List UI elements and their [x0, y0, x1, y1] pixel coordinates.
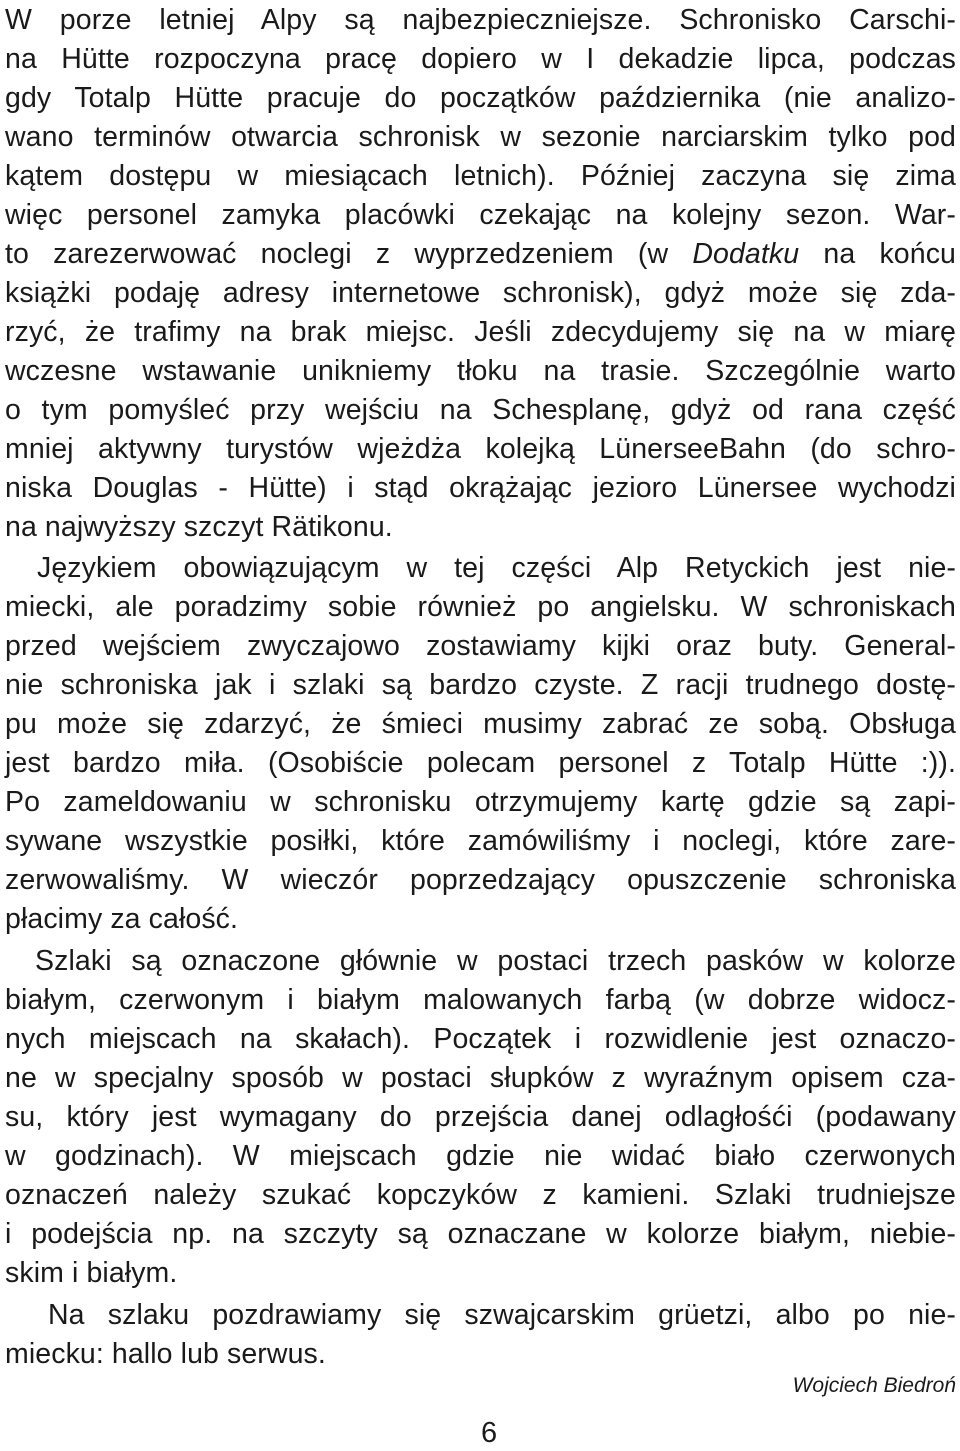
text-line: wano terminów otwarcia schronisk w sezonie narciarskim tylko pod	[5, 121, 956, 153]
text-line-last: skim i białym.	[5, 1257, 178, 1289]
text-line: sywane wszystkie posiłki, które zamówiliśmy i noclegi, które zare-	[5, 825, 956, 857]
text-line: więc personel zamyka placówki czekając na kolejny sezon. War-	[5, 199, 956, 231]
text-line: na Hütte rozpoczyna pracę dopiero w I dekadzie lipca, podczas	[5, 43, 956, 75]
text-line: nie schroniska jak i szlaki są bardzo czyste. Z racji trudnego dostę-	[5, 669, 956, 701]
author-signature: Wojciech Biedroń	[792, 1374, 956, 1397]
text-line: książki podaję adresy internetowe schronisk), gdyż może się zda-	[5, 277, 956, 309]
text-line: gdy Totalp Hütte pracuje do początków października (nie analizo-	[5, 82, 956, 114]
italic-term-dodatku: Dodatku	[692, 238, 800, 270]
text-line: zerwowaliśmy. W wieczór poprzedzający opuszczenie schroniska	[5, 864, 956, 896]
text-line: W porze letniej Alpy są najbezpieczniejsze. Schronisko Carschi-	[5, 4, 956, 36]
text-line: przed wejściem zwyczajowo zostawiamy kijki oraz buty. General-	[5, 630, 956, 662]
text-line: ne w specjalny sposób w postaci słupków z wyraźnym opisem cza-	[5, 1062, 956, 1094]
text-line: rzyć, że trafimy na brak miejsc. Jeśli zdecydujemy się na w miarę	[5, 316, 956, 348]
text-line: su, który jest wymagany do przejścia danej odlagłośći (podawany	[5, 1101, 956, 1133]
text-line-last: na najwyższy szczyt Rätikonu.	[5, 511, 393, 543]
text-line: Szlaki są oznaczone głównie w postaci trzech pasków w kolorze	[35, 945, 956, 977]
text-line: białym, czerwonym i białym malowanych farbą (w dobrze widocz-	[5, 984, 956, 1016]
text-line: mniej aktywny turystów wjeżdża kolejką LünerseeBahn (do schro-	[5, 433, 956, 465]
text-segment: to zarezerwować noclegi z wyprzedzeniem (w	[5, 238, 693, 270]
text-line: pu może się zdarzyć, że śmieci musimy zabrać ze sobą. Obsługa	[5, 708, 956, 740]
text-line: jest bardzo miła. (Osobiście polecam personel z Totalp Hütte :)).	[5, 747, 956, 779]
text-segment: na końcu	[799, 238, 956, 270]
text-line: miecki, ale poradzimy sobie również po angielsku. W schroniskach	[5, 591, 956, 623]
page-number: 6	[481, 1417, 498, 1449]
text-line: w godzinach). W miejscach gdzie nie widać biało czerwonych	[5, 1140, 956, 1172]
text-line: o tym pomyśleć przy wejściu na Schesplanę, gdyż od rana część	[5, 394, 956, 426]
text-line	[5, 235, 956, 273]
text-line: wczesne wstawanie unikniemy tłoku na trasie. Szczególnie warto	[5, 355, 956, 387]
text-line: oznaczeń należy szukać kopczyków z kamieni. Szlaki trudniejsze	[5, 1179, 956, 1211]
text-line: Językiem obowiązującym w tej części Alp Retyckich jest nie-	[37, 552, 956, 584]
text-line: niska Douglas - Hütte) i stąd okrążając jezioro Lünersee wychodzi	[5, 472, 956, 504]
text-line: i podejścia np. na szczyty są oznaczane w kolorze białym, niebie-	[5, 1218, 956, 1250]
text-line-last: płacimy za całość.	[5, 903, 239, 935]
text-line: nych miejscach na skałach). Początek i rozwidlenie jest oznaczo-	[5, 1023, 956, 1055]
text-line: kątem dostępu w miesiącach letnich). Później zaczyna się zima	[5, 160, 956, 192]
text-line-last: miecku: hallo lub serwus.	[5, 1338, 326, 1370]
text-line: Na szlaku pozdrawiamy się szwajcarskim grüetzi, albo po nie-	[48, 1299, 956, 1331]
text-line: Po zameldowaniu w schronisku otrzymujemy kartę gdzie są zapi-	[5, 786, 956, 818]
